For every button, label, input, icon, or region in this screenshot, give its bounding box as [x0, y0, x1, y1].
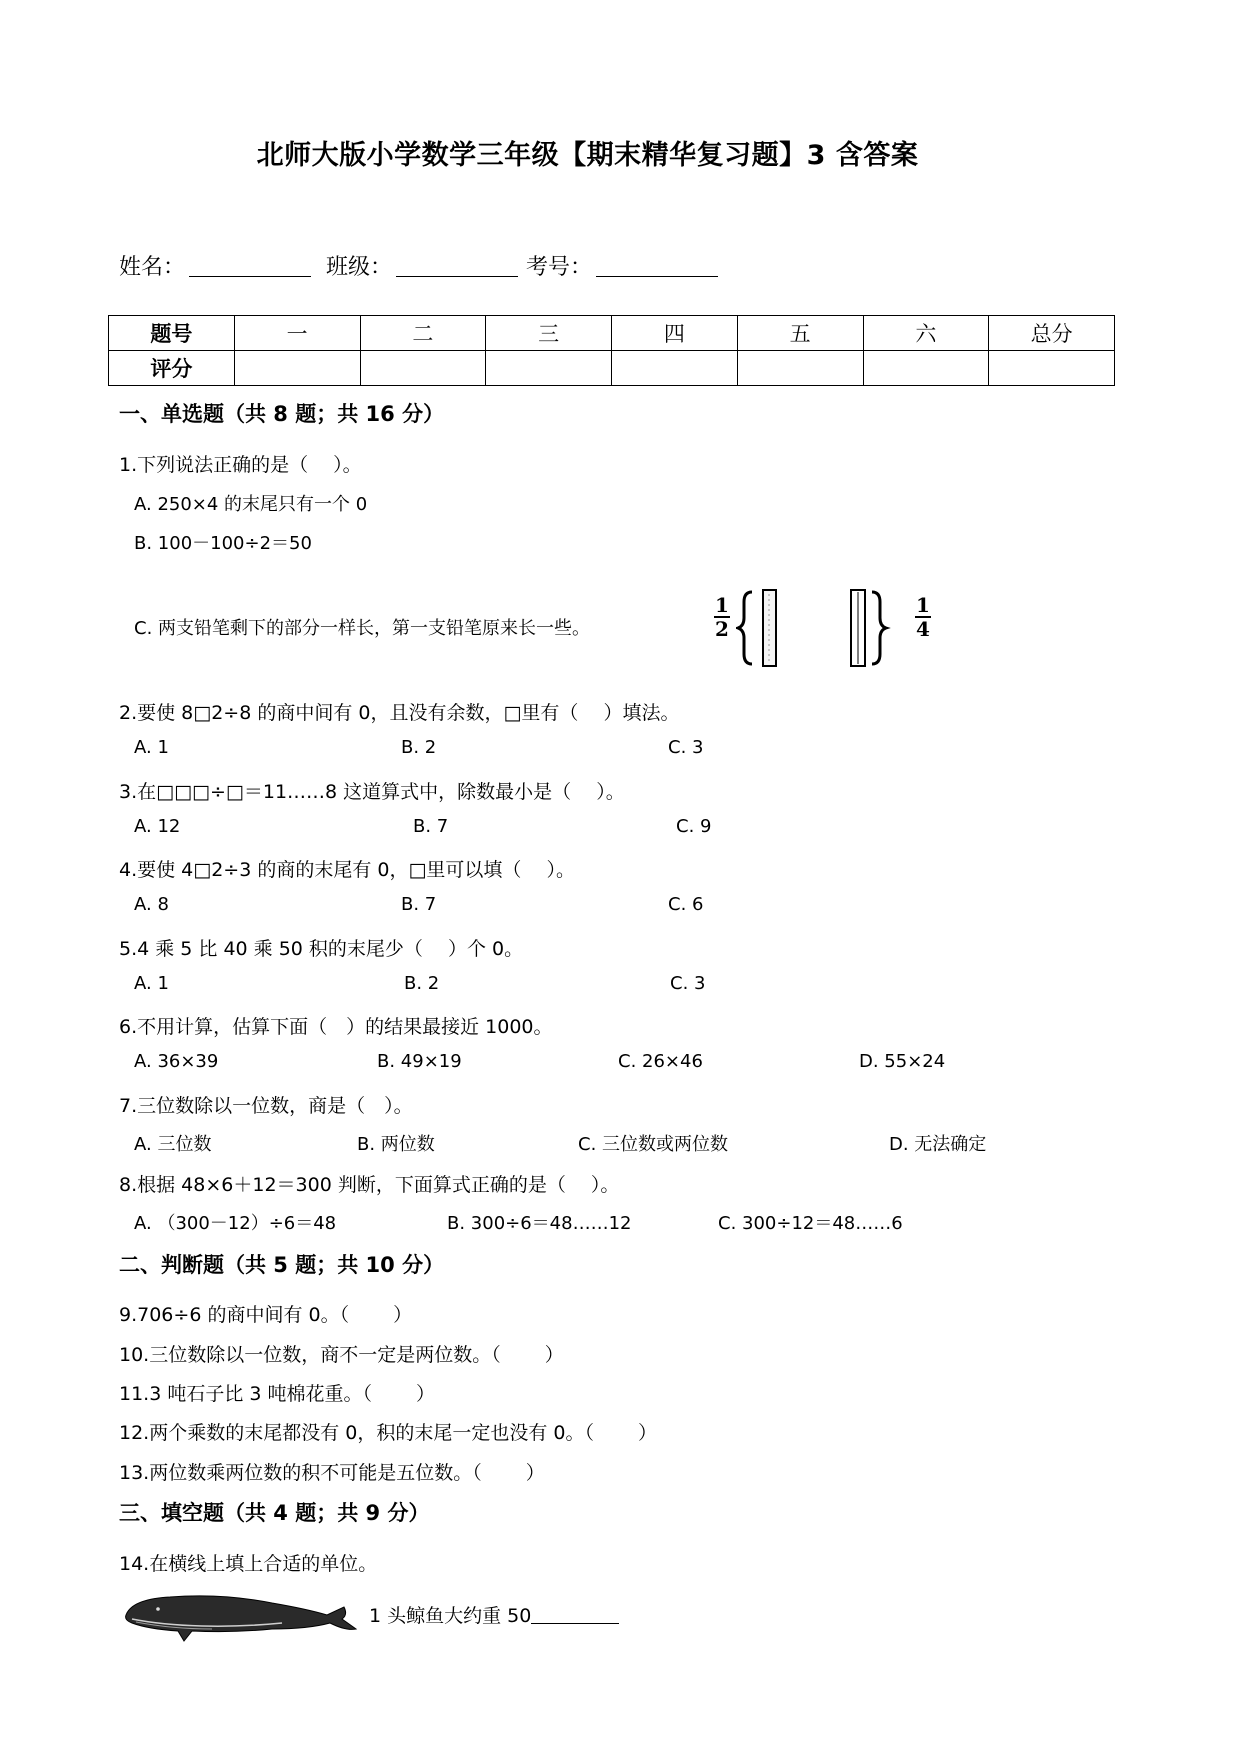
fraction-half-denominator: 2 — [715, 617, 729, 641]
score-table-header-row — [109, 316, 1115, 351]
score-table — [108, 315, 1115, 386]
q5-option-c[interactable]: C. 3 — [670, 973, 706, 994]
q5-option-a[interactable]: A. 1 — [134, 973, 169, 994]
q7-option-c[interactable]: C. 三位数或两位数 — [578, 1134, 729, 1155]
class-field[interactable] — [396, 254, 518, 277]
q4-option-c[interactable]: C. 6 — [668, 894, 704, 915]
exam-no-field[interactable] — [596, 254, 718, 277]
question-1: 1.下列说法正确的是（ ）。 — [119, 454, 362, 476]
q8-option-c[interactable]: C. 300÷12＝48……6 — [718, 1213, 903, 1234]
score-cell-header: 一 — [234, 316, 360, 351]
section-heading-1: 一、单选题（共 8 题；共 16 分） — [119, 402, 445, 426]
score-cell-header: 五 — [737, 316, 863, 351]
question-13: 13.两位数乘两位数的积不可能是五位数。（ ） — [119, 1462, 545, 1484]
q6-option-d[interactable]: D. 55×24 — [859, 1051, 946, 1072]
question-6: 6.不用计算，估算下面（ ）的结果最接近 1000。 — [119, 1016, 553, 1038]
score-table-score-row — [109, 351, 1115, 386]
q6-option-c[interactable]: C. 26×46 — [618, 1051, 703, 1072]
q2-option-a[interactable]: A. 1 — [134, 737, 169, 758]
score-cell[interactable] — [989, 351, 1115, 386]
score-cell[interactable] — [863, 351, 989, 386]
section-heading-3: 三、填空题（共 4 题；共 9 分） — [119, 1501, 430, 1525]
fraction-quarter — [914, 594, 932, 640]
question-3: 3.在□□□÷□＝11……8 这道算式中，除数最小是（ ）。 — [119, 781, 625, 803]
q8-option-a[interactable]: A. （300－12）÷6＝48 — [134, 1213, 337, 1234]
name-label: 姓名： — [119, 255, 186, 280]
q3-option-c[interactable]: C. 9 — [676, 816, 712, 837]
q3-option-a[interactable]: A. 12 — [134, 816, 181, 837]
q1-option-c[interactable]: C. 两支铅笔剩下的部分一样长，第一支铅笔原来长一些。 — [134, 618, 591, 639]
fraction-half-numerator: 1 — [715, 593, 729, 617]
whale-question-text: 1 头鲸鱼大约重 50 — [369, 1605, 532, 1627]
question-10: 10.三位数除以一位数，商不一定是两位数。（ ） — [119, 1344, 564, 1366]
q6-option-a[interactable]: A. 36×39 — [134, 1051, 219, 1072]
score-row-label: 评分 — [109, 351, 235, 386]
score-cell[interactable] — [234, 351, 360, 386]
score-cell-header: 四 — [612, 316, 738, 351]
score-cell[interactable] — [486, 351, 612, 386]
first-pencil-icon — [736, 588, 786, 668]
page-title: 北师大版小学数学三年级【期末精华复习题】3 含答案 — [256, 140, 919, 171]
score-cell-header: 六 — [863, 316, 989, 351]
q2-option-c[interactable]: C. 3 — [668, 737, 704, 758]
question-8: 8.根据 48×6＋12＝300 判断，下面算式正确的是（ ）。 — [119, 1174, 620, 1196]
class-label: 班级： — [326, 255, 393, 280]
q8-option-b[interactable]: B. 300÷6＝48……12 — [447, 1213, 632, 1234]
score-cell-header: 三 — [486, 316, 612, 351]
q4-option-b[interactable]: B. 7 — [401, 894, 437, 915]
q7-option-a[interactable]: A. 三位数 — [134, 1134, 212, 1155]
fraction-quarter-denominator: 4 — [916, 617, 930, 641]
whale-question-line — [369, 1601, 619, 1628]
pencil-figure — [710, 588, 940, 668]
whale-icon — [122, 1585, 362, 1643]
score-cell[interactable] — [737, 351, 863, 386]
fraction-quarter-numerator: 1 — [916, 593, 930, 617]
question-11: 11.3 吨石子比 3 吨棉花重。（ ） — [119, 1383, 436, 1405]
name-field[interactable] — [189, 254, 311, 277]
question-7: 7.三位数除以一位数，商是（ ）。 — [119, 1095, 413, 1117]
score-cell[interactable] — [612, 351, 738, 386]
q3-option-b[interactable]: B. 7 — [413, 816, 449, 837]
q2-option-b[interactable]: B. 2 — [401, 737, 437, 758]
section-heading-2: 二、判断题（共 5 题；共 10 分） — [119, 1253, 445, 1277]
question-5: 5.4 乘 5 比 40 乘 50 积的末尾少（ ）个 0。 — [119, 938, 524, 960]
score-cell[interactable] — [360, 351, 486, 386]
q7-option-d[interactable]: D. 无法确定 — [889, 1134, 987, 1155]
q7-option-b[interactable]: B. 两位数 — [357, 1134, 435, 1155]
score-cell-header: 总分 — [989, 316, 1115, 351]
score-cell-header: 题号 — [109, 316, 235, 351]
exam-no-label: 考号： — [526, 255, 593, 280]
q6-option-b[interactable]: B. 49×19 — [377, 1051, 462, 1072]
score-cell-header: 二 — [360, 316, 486, 351]
question-14: 14.在横线上填上合适的单位。 — [119, 1553, 378, 1575]
q1-option-a[interactable]: A. 250×4 的末尾只有一个 0 — [134, 494, 368, 515]
question-9: 9.706÷6 的商中间有 0。（ ） — [119, 1304, 413, 1326]
question-12: 12.两个乘数的末尾都没有 0，积的末尾一定也没有 0。（ ） — [119, 1422, 658, 1444]
question-2: 2.要使 8□2÷8 的商中间有 0，且没有余数，□里有（ ）填法。 — [119, 702, 680, 724]
fraction-half — [713, 594, 731, 640]
q1-option-b[interactable]: B. 100－100÷2＝50 — [134, 533, 312, 554]
second-pencil-icon — [846, 588, 896, 668]
question-4: 4.要使 4□2÷3 的商的末尾有 0，□里可以填（ ）。 — [119, 859, 575, 881]
q4-option-a[interactable]: A. 8 — [134, 894, 169, 915]
q5-option-b[interactable]: B. 2 — [404, 973, 440, 994]
student-info-line — [119, 250, 726, 281]
whale-unit-blank[interactable] — [531, 1605, 619, 1624]
